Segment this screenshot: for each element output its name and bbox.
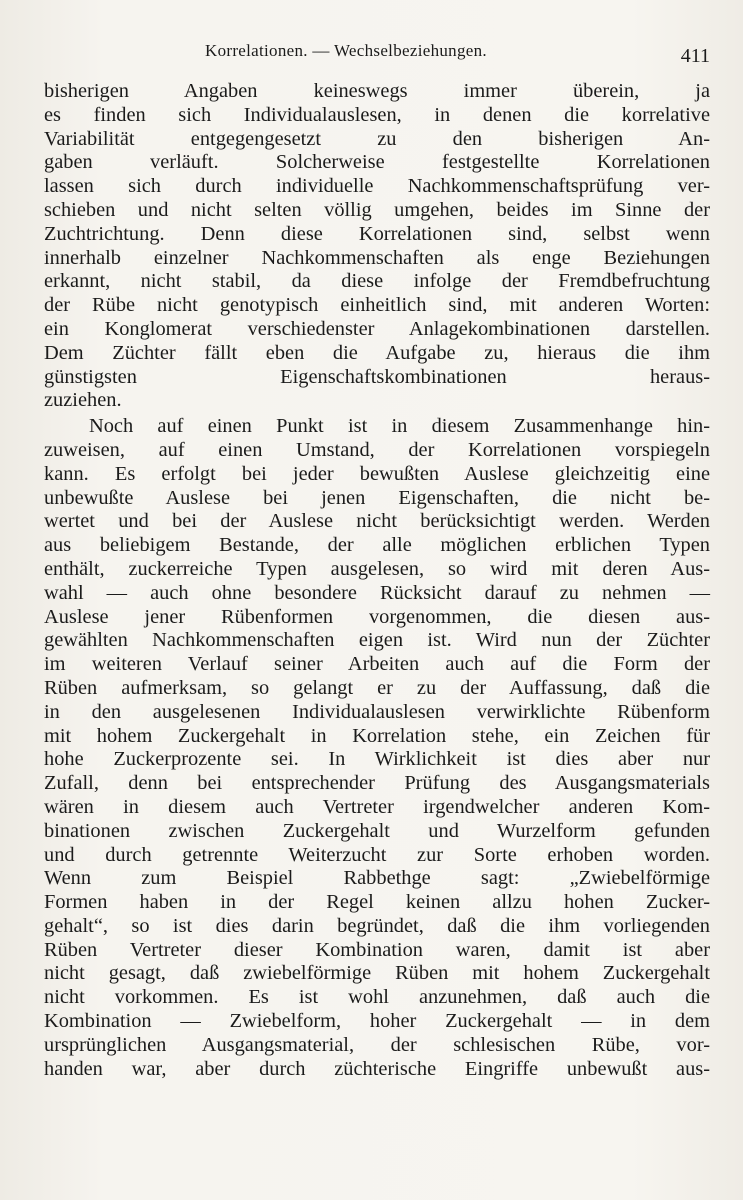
paragraph-1-line-4: gaben verläuft. Solcherweise festgestellte Korrelationen	[44, 151, 710, 174]
paragraph-2-line-7: enthält, zuckerreiche Typen ausgelesen, so wird mit deren Aus-	[44, 557, 710, 580]
paragraph-2-line-25: nicht vorkommen. Es ist wohl anzunehmen, daß auch die	[44, 986, 710, 1009]
paragraph-2-line-19: und durch getrennte Weiterzucht zur Sorte erhoben worden.	[44, 843, 710, 866]
paragraph-1-line-11: ein Konglomerat verschiedenster Anlagekombinationen darstellen.	[44, 317, 710, 340]
paragraph-1-line-7: Zuchtrichtung. Denn diese Korrelationen sind, selbst wenn	[44, 222, 710, 245]
paragraph-2-line-1: Noch auf einen Punkt ist in diesem Zusammenhange hin-	[89, 415, 710, 438]
paragraph-2-line-5: wertet und bei der Auslese nicht berücksichtigt werden. Werden	[44, 510, 710, 533]
paragraph-2-line-17: wären in diesem auch Vertreter irgendwelcher anderen Kom-	[44, 795, 710, 818]
paragraph-1-line-14: zuziehen.	[44, 389, 122, 412]
paragraph-2-line-16: Zufall, denn bei entsprechender Prüfung des Ausgangsmaterials	[44, 772, 710, 795]
paragraph-1-line-6: schieben und nicht selten völlig umgehen, beides im Sinne der	[44, 198, 710, 221]
paragraph-1-line-13: günstigsten Eigenschaftskombinationen heraus-	[44, 365, 710, 388]
paragraph-2-line-18: binationen zwischen Zuckergehalt und Wurzelform gefunden	[44, 819, 710, 842]
running-head	[48, 36, 710, 66]
paragraph-2-line-8: wahl — auch ohne besondere Rücksicht darauf zu nehmen —	[44, 581, 710, 604]
body-text	[44, 80, 710, 1081]
paragraph-2-line-11: im weiteren Verlauf seiner Arbeiten auch auf die Form der	[44, 653, 710, 676]
paragraph-2-line-20: Wenn zum Beispiel Rabbethge sagt: „Zwiebelförmige	[44, 867, 710, 890]
paragraph-2-line-15: hohe Zuckerprozente sei. In Wirklichkeit ist dies aber nur	[44, 748, 710, 771]
paragraph-2-line-26: Kombination — Zwiebelform, hoher Zuckergehalt — in dem	[44, 1010, 710, 1033]
paragraph-2-line-3: kann. Es erfolgt bei jeder bewußten Auslese gleichzeitig eine	[44, 462, 710, 485]
paragraph-2-line-23: Rüben Vertreter dieser Kombination waren, damit ist aber	[44, 938, 710, 961]
paragraph-1-line-3: Variabilität entgegengesetzt zu den bisherigen An-	[44, 127, 710, 150]
paragraph-1-line-9: erkannt, nicht stabil, da diese infolge der Fremdbefruchtung	[44, 270, 710, 293]
paragraph-2-line-24: nicht gesagt, daß zwiebelförmige Rüben mit hohem Zuckergehalt	[44, 962, 710, 985]
paragraph-1-line-12: Dem Züchter fällt eben die Aufgabe zu, hieraus die ihm	[44, 341, 710, 364]
paragraph-2-line-4: unbewußte Auslese bei jenen Eigenschaften, die nicht be-	[44, 486, 710, 509]
paragraph-2-line-6: aus beliebigem Bestande, der alle möglichen erblichen Typen	[44, 534, 710, 557]
paragraph-2-line-22: gehalt“, so ist dies darin begründet, daß die ihm vorliegenden	[44, 914, 710, 937]
paragraph-1-line-2: es finden sich Individualauslesen, in denen die korrelative	[44, 103, 710, 126]
paragraph-2-line-9: Auslese jener Rübenformen vorgenommen, die diesen aus-	[44, 605, 710, 628]
paragraph-2-line-27: ursprünglichen Ausgangsmaterial, der schlesischen Rübe, vor-	[44, 1033, 710, 1056]
paragraph-2-line-21: Formen haben in der Regel keinen allzu hohen Zucker-	[44, 891, 710, 914]
paragraph-2-line-2: zuweisen, auf einen Umstand, der Korrelationen vorspiegeln	[44, 438, 710, 461]
page-number: 411	[680, 45, 710, 67]
paragraph-1-line-8: innerhalb einzelner Nachkommenschaften als enge Beziehungen	[44, 246, 710, 269]
paragraph-2-line-12: Rüben aufmerksam, so gelangt er zu der Auffassung, daß die	[44, 676, 710, 699]
paragraph-1-line-5: lassen sich durch individuelle Nachkommenschaftsprüfung ver-	[44, 175, 710, 198]
paragraph-1-line-10: der Rübe nicht genotypisch einheitlich sind, mit anderen Worten:	[44, 294, 710, 317]
paragraph-2-line-14: mit hohem Zuckergehalt in Korrelation stehe, ein Zeichen für	[44, 724, 710, 747]
paragraph-2-line-28: handen war, aber durch züchterische Eingriffe unbewußt aus-	[44, 1057, 710, 1080]
paragraph-2-line-10: gewählten Nachkommenschaften eigen ist. Wird nun der Züchter	[44, 629, 710, 652]
running-head-title: Korrelationen. — Wechselbeziehungen.	[205, 41, 487, 60]
paragraph-2-line-13: in den ausgelesenen Individualauslesen verwirklichte Rübenform	[44, 700, 710, 723]
paragraph-1-line-1: bisherigen Angaben keineswegs immer überein, ja	[44, 80, 710, 102]
